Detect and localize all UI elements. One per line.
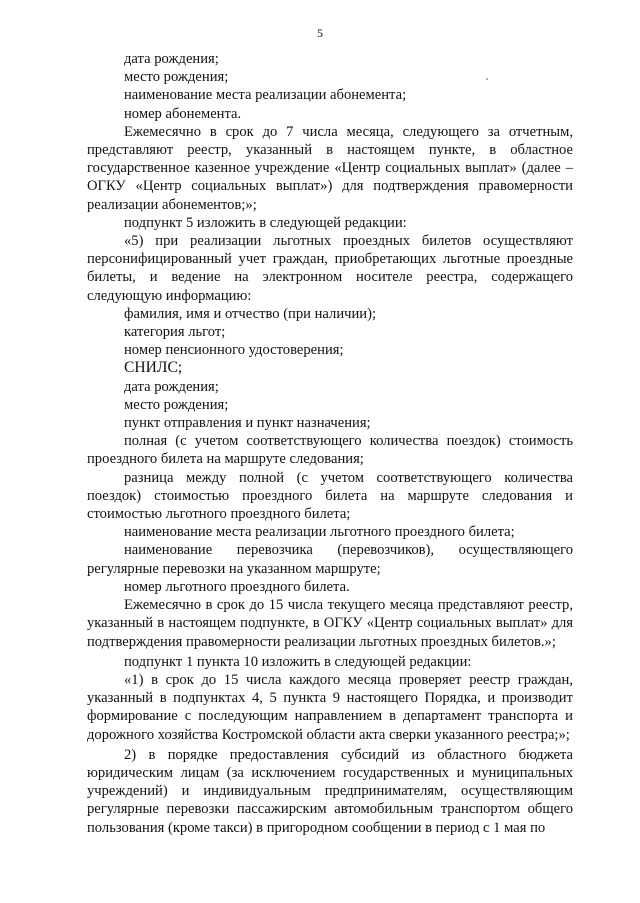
list-item: категория льгот; (124, 324, 226, 341)
list-item: место рождения; (124, 69, 229, 86)
paragraph: 2) в порядке предоставления субсидий из областного бюджета юридическим лицам (за исключением государственных и муниципальных учреждений) и индивидуальным предпринимателям, осуществляющим регулярные перевозки пассажирским автомобильным транспортом общего пользования (кроме такси) в пригородном сообщении в период с 1 мая по (87, 746, 573, 836)
list-item: полная (с учетом соответствующего количества поездок) стоимость проездного билета на маршруте следования; (87, 433, 573, 468)
paragraph: Ежемесячно в срок до 15 числа текущего месяца представляют реестр, указанный в настоящем подпункте, в ОГКУ «Центр социальных выплат» для подтверждения правомерности реализации льготных проездных билетов.»; (87, 597, 573, 650)
list-item: фамилия, имя и отчество (при наличии); (124, 305, 377, 322)
paragraph: Ежемесячно в срок до 7 числа месяца, следующего за отчетным, представляют реестр, указанный в настоящем пункте, в областное государственное казенное учреждение «Центр социальных выплат» (далее – ОГКУ «Центр социальных выплат») для подтверждения правомерности реализации абонементов;»; (87, 123, 573, 213)
document-body (87, 50, 573, 837)
list-item: разница между полной (с учетом соответствующего количества поездок) стоимостью проездного билета на маршруте следования и стоимостью льготного проездного билета; (87, 469, 573, 523)
paragraph: подпункт 5 изложить в следующей редакции: (124, 214, 407, 231)
list-item: номер абонемента. (124, 105, 242, 122)
list-item: дата рождения; (124, 378, 219, 395)
list-item: номер пенсионного удостоверения; (124, 342, 344, 359)
list-item: наименование перевозчика (перевозчиков), осуществляющего регулярные перевозки на указанном маршруте; (87, 542, 573, 577)
list-item: СНИЛС; (124, 359, 183, 377)
paragraph: подпункт 1 пункта 10 изложить в следующей редакции: (124, 653, 472, 670)
list-item: наименование места реализации льготного проездного билета; (124, 524, 515, 541)
paragraph: «1) в срок до 15 числа каждого месяца проверяет реестр граждан, указанный в подпунктах 4, 5 пункта 9 настоящего Порядка, и производит формирование с последующим направлением в департамент транспорта и дорожного хозяйства Костромской области акта сверки указанного реестра;»; (87, 671, 573, 743)
list-item: наименование места реализации абонемента; (124, 87, 407, 104)
list-item: пункт отправления и пункт назначения; (124, 415, 371, 432)
list-item: дата рождения; (124, 51, 219, 67)
list-item: номер льготного проездного билета. (124, 578, 350, 595)
list-item: место рождения; (124, 396, 229, 413)
paragraph: «5) при реализации льготных проездных билетов осуществляют персонифицированный учет граждан, приобретающих льготные проездные билеты, и ведение на электронном носителе реестра, содержащего следующую информацию: (87, 233, 573, 304)
page-number: 5 (317, 26, 323, 40)
